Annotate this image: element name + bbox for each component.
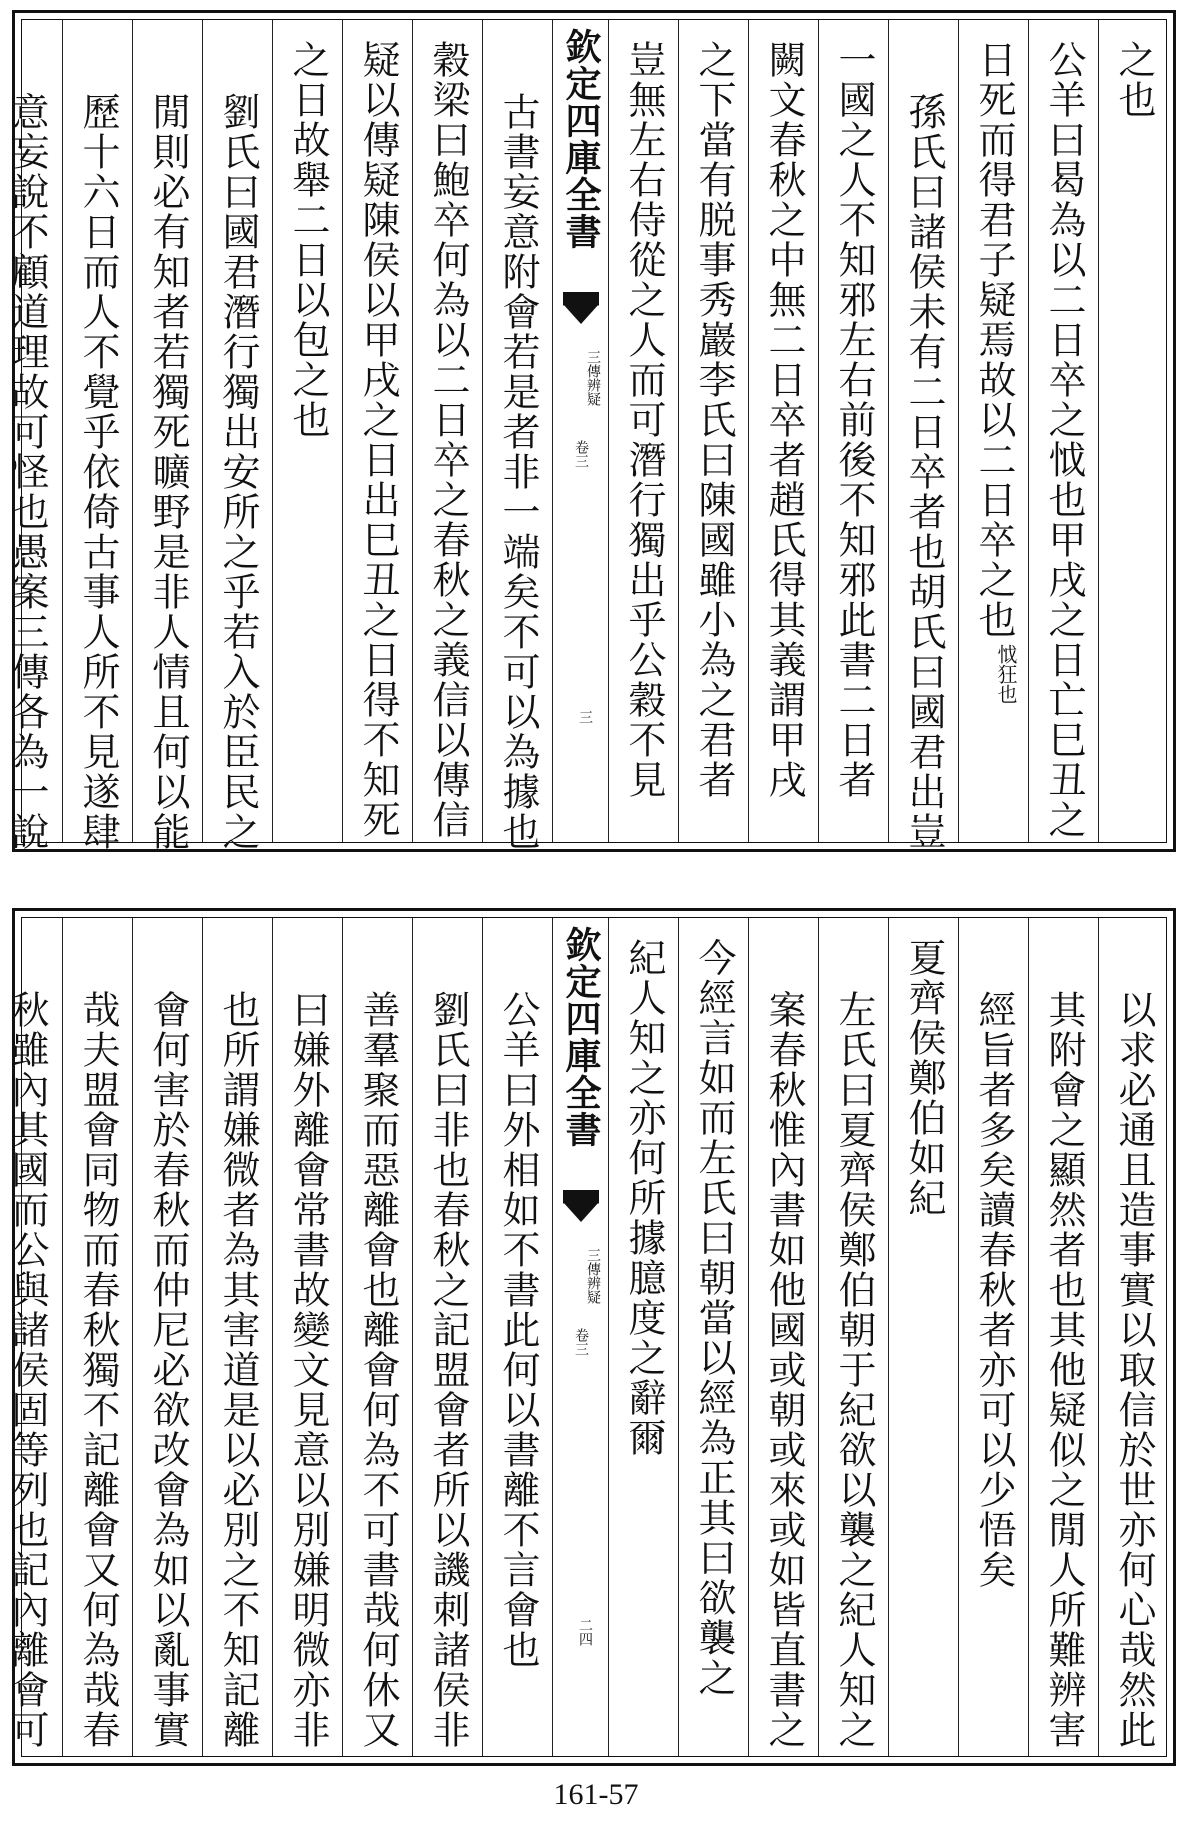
text-column-content: 一國之人不知邪左右前後不知邪此書二日者 xyxy=(832,40,876,800)
text-column xyxy=(202,918,272,1756)
text-column-content: 孫氏曰諸侯未有二日卒者也胡氏曰國君出豈 xyxy=(902,92,946,852)
fishtail-ornament xyxy=(563,1190,599,1224)
text-column-content: 今經言如而左氏曰朝當以經為正其曰欲襲之 xyxy=(692,938,736,1698)
text-column-content: 意妄說不顧道理故可怪也愚案三傳各為一說 xyxy=(5,92,49,852)
text-column xyxy=(748,918,818,1756)
text-column-content: 曰嫌外離會常書故變文見意以別嫌明微亦非 xyxy=(286,990,330,1750)
bottom-page xyxy=(5,908,1176,1766)
text-column-content: 善羣聚而惡離會也離會何為不可書哉何休又 xyxy=(356,990,400,1750)
text-column xyxy=(272,918,342,1756)
text-column xyxy=(412,918,482,1756)
text-column-content: 之下當有脱事秀巖李氏曰陳國雖小為之君者 xyxy=(692,40,736,800)
center-fold xyxy=(552,20,608,842)
text-column-content: 哉夫盟會同物而春秋獨不記離會又何為哉春 xyxy=(76,990,120,1750)
text-column xyxy=(62,20,132,852)
text-column xyxy=(1098,918,1168,1756)
folio-number: 三 xyxy=(577,710,593,724)
text-column xyxy=(678,20,748,842)
text-column-content: 其附會之顯然者也其他疑似之閒人所難辨害 xyxy=(1042,990,1086,1750)
text-column-content: 紀人知之亦何所據臆度之辭爾 xyxy=(622,938,666,1458)
text-column xyxy=(888,20,958,852)
text-column xyxy=(1028,20,1098,842)
text-column xyxy=(482,20,552,852)
text-column-content: 閒則必有知者若獨死曠野是非人情且何以能 xyxy=(146,92,190,852)
text-column-content: 夏齊侯鄭伯如紀 xyxy=(902,938,946,1218)
text-column-content: 以求必通且造事實以取信於世亦何心哉然此 xyxy=(1112,990,1156,1750)
text-column-content: 經旨者多矣讀春秋者亦可以少悟矣 xyxy=(972,990,1016,1590)
text-column xyxy=(818,20,888,842)
text-column xyxy=(748,20,818,842)
center-fold xyxy=(552,918,608,1756)
text-column-content: 闕文春秋之中無二日卒者趙氏得其義謂甲戌 xyxy=(762,40,806,800)
top-page-frame xyxy=(5,19,1167,852)
text-column-content: 劉氏曰國君潛行獨出安所之乎若入於臣民之 xyxy=(216,92,260,852)
text-column xyxy=(342,20,412,842)
annotation-note: 怴狂也 xyxy=(994,644,1018,704)
text-column xyxy=(62,918,132,1756)
book-title: 三傳辨疑 xyxy=(585,350,601,406)
text-column xyxy=(342,918,412,1756)
text-column-content: 公羊曰外相如不書此何以書離不言會也 xyxy=(496,990,540,1670)
text-column-content: 疑以傳疑陳侯以甲戌之日出巳丑之日得不知死 xyxy=(356,40,400,840)
text-column xyxy=(132,20,202,852)
text-column-content: 日死而得君子疑焉故以二日卒之也 xyxy=(972,40,1016,640)
text-column-content: 穀梁曰鮑卒何為以二日卒之春秋之義信以傳信 xyxy=(426,40,470,840)
text-column xyxy=(678,918,748,1756)
book-series-title: 欽定四庫全書 xyxy=(560,28,602,250)
text-column-content: 公羊曰曷為以二日卒之怴也甲戌之日亡巳丑之 xyxy=(1042,40,1086,840)
book-series-title: 欽定四庫全書 xyxy=(560,926,602,1148)
text-column-content: 歷十六日而人不覺乎依倚古事人所不見遂肆 xyxy=(76,92,120,852)
text-column-content: 之日故舉二日以包之也 xyxy=(286,40,330,440)
text-column xyxy=(132,918,202,1756)
text-column xyxy=(482,918,552,1756)
page-number: 161-57 xyxy=(553,1778,639,1811)
text-column-content: 案春秋惟內書如他國或朝或來或如皆直書之 xyxy=(762,990,806,1750)
text-column xyxy=(958,20,1028,842)
volume-label: 卷三 xyxy=(573,440,589,468)
text-column xyxy=(608,918,678,1756)
text-column xyxy=(888,918,958,1756)
book-title: 三傳辨疑 xyxy=(585,1248,601,1304)
text-column xyxy=(412,20,482,842)
text-column-content: 豈無左右侍從之人而可潛行獨出乎公穀不見 xyxy=(622,40,666,800)
text-column xyxy=(1098,20,1168,842)
text-column xyxy=(818,918,888,1756)
volume-label: 卷三 xyxy=(573,1328,589,1356)
text-column xyxy=(958,918,1028,1756)
fishtail-ornament xyxy=(563,292,599,326)
text-column-content: 也所謂嫌微者為其害道是以必別之不知記離 xyxy=(216,990,260,1750)
text-column xyxy=(202,20,272,852)
text-column-content: 秋雖內其國而公與諸侯固等列也記內離會可 xyxy=(5,990,49,1750)
text-column xyxy=(272,20,342,842)
text-column-content: 左氏曰夏齊侯鄭伯朝于紀欲以襲之紀人知之 xyxy=(832,990,876,1750)
text-column xyxy=(1028,918,1098,1756)
text-column-content: 會何害於春秋而仲尼必欲改會為如以亂事實 xyxy=(146,990,190,1750)
text-column xyxy=(0,20,62,852)
text-column-content: 古書妄意附會若是者非一端矣不可以為據也 xyxy=(496,92,540,852)
text-column xyxy=(608,20,678,842)
text-column-content: 劉氏曰非也春秋之記盟會者所以譏刺諸侯非 xyxy=(426,990,470,1750)
text-column-content: 之也 xyxy=(1112,40,1156,120)
bottom-page-frame xyxy=(5,917,1167,1757)
folio-number: 二四 xyxy=(577,1618,593,1646)
text-column xyxy=(0,918,62,1756)
top-page xyxy=(5,10,1176,852)
